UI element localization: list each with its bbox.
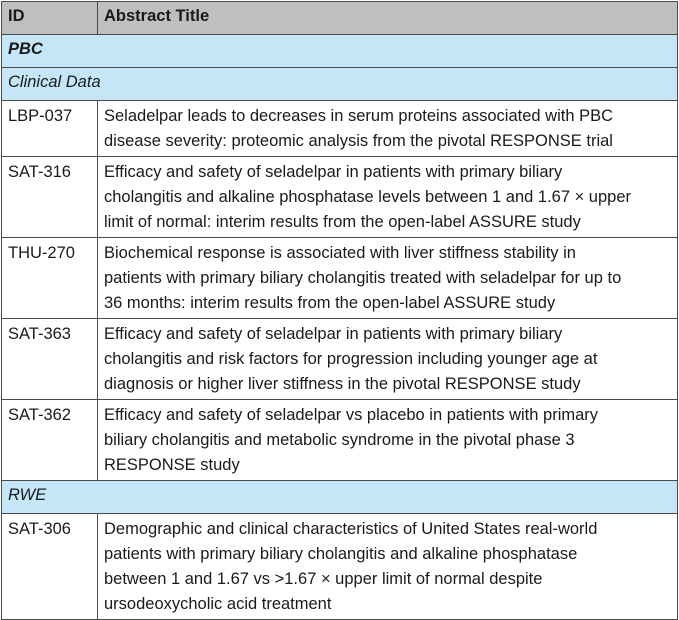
- title-line: Seladelpar leads to decreases in serum proteins associated with PBC: [104, 107, 614, 125]
- title-line: patients with primary biliary cholangitis treated with seladelpar for up to: [104, 269, 622, 287]
- title-line: cholangitis and alkaline phosphatase levels between 1 and 1.67 × upper: [104, 188, 632, 206]
- abstract-id: SAT-363: [2, 319, 98, 400]
- table-row: [2, 514, 678, 620]
- table-row: [2, 101, 678, 157]
- section-label-pbc: PBC: [2, 35, 678, 68]
- title-line: RESPONSE study: [104, 456, 240, 474]
- title-line: Efficacy and safety of seladelpar vs placebo in patients with primary: [104, 406, 599, 424]
- header-id: ID: [2, 2, 98, 35]
- section-label-rwe: RWE: [2, 481, 678, 514]
- title-line: patients with primary biliary cholangitis and alkaline phosphatase: [104, 545, 578, 563]
- section-row-clinical-data: [2, 68, 678, 101]
- abstract-id: THU-270: [2, 238, 98, 319]
- title-line: limit of normal: interim results from the open-label ASSURE study: [104, 213, 581, 231]
- abstract-title: [98, 319, 678, 400]
- abstract-title: [98, 514, 678, 620]
- title-line: Demographic and clinical characteristics of United States real-world: [104, 520, 598, 538]
- abstract-id: LBP-037: [2, 101, 98, 157]
- title-line: between 1 and 1.67 vs >1.67 × upper limit of normal despite: [104, 570, 543, 588]
- section-row-pbc: [2, 35, 678, 68]
- abstract-id: SAT-362: [2, 400, 98, 481]
- header-abstract-title: Abstract Title: [98, 2, 678, 35]
- section-row-rwe: [2, 481, 678, 514]
- table-row: [2, 157, 678, 238]
- abstracts-table: [1, 1, 678, 620]
- title-line: Biochemical response is associated with liver stiffness stability in: [104, 244, 576, 262]
- title-line: 36 months: interim results from the open-label ASSURE study: [104, 294, 556, 312]
- abstract-id: SAT-316: [2, 157, 98, 238]
- abstract-title: [98, 238, 678, 319]
- table-header-row: [2, 2, 678, 35]
- title-line: disease severity: proteomic analysis from the pivotal RESPONSE trial: [104, 132, 613, 150]
- title-line: Efficacy and safety of seladelpar in patients with primary biliary: [104, 163, 563, 181]
- title-line: biliary cholangitis and metabolic syndrome in the pivotal phase 3: [104, 431, 575, 449]
- title-line: Efficacy and safety of seladelpar in patients with primary biliary: [104, 325, 563, 343]
- title-line: cholangitis and risk factors for progression including younger age at: [104, 350, 598, 368]
- table-row: [2, 400, 678, 481]
- title-line: diagnosis or higher liver stiffness in the pivotal RESPONSE study: [104, 375, 581, 393]
- table-row: [2, 238, 678, 319]
- abstract-title: [98, 400, 678, 481]
- abstract-title: [98, 101, 678, 157]
- abstract-title: [98, 157, 678, 238]
- abstract-id: SAT-306: [2, 514, 98, 620]
- table-row: [2, 319, 678, 400]
- title-line: ursodeoxycholic acid treatment: [104, 595, 332, 613]
- section-label-clinical-data: Clinical Data: [2, 68, 678, 101]
